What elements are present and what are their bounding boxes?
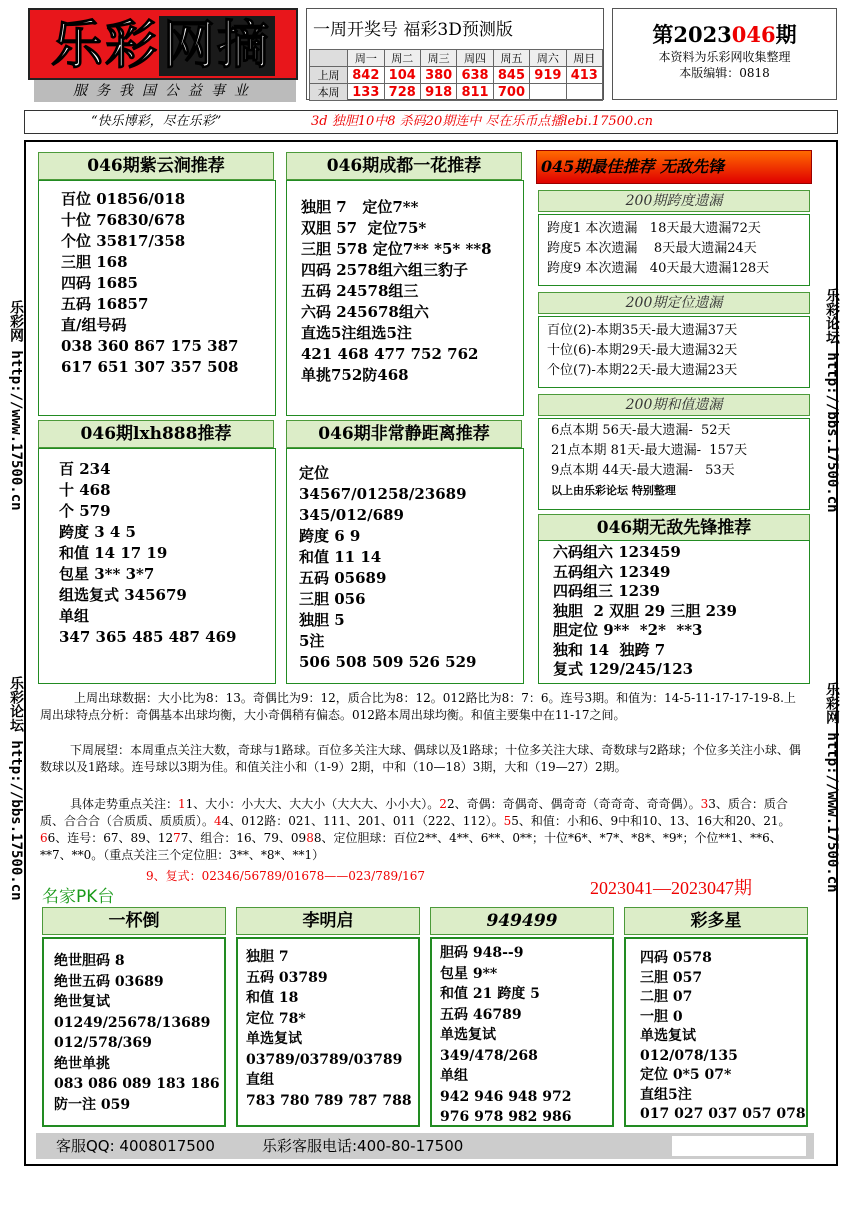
span-miss-title: 200期跨度遗漏 [538,190,810,212]
expert-body [624,937,808,1127]
analysis-outlook: 下周展望：本周重点关注大数，奇球与1路球。百位多关注大球、偶球以及1路球；十位多关注大球、奇数球与2路球；个位多关注小球、偶数球以及1路球。连号球以3期为佳。和值关注小和（1-9）2期，中和（10—18）3期，大和（19—27）2期。 [40,743,801,774]
panel-line: 三胆 056 [299,590,366,608]
draw-number: 845 [493,67,529,84]
expert-body [42,937,226,1127]
panel-line: 十位 76830/678 [61,211,186,229]
expert-line: 二胆 07 [640,989,693,1005]
panel-line: 百位 01856/018 [61,190,186,208]
expert-line: 单选复试 [640,1028,696,1044]
expert-body [236,937,420,1127]
panel-line: 个 579 [59,502,111,520]
trend-item: 8、定位胆球：百位2**、4**、6**、0**；十位*6*、*7*、*8*、*9*；个位**1、**6、**7、**0。（重点关注三个定位胆：3**、*8*、**1） [40,831,782,862]
issue-box [612,8,837,100]
sum-miss-row: 9点本期 44天-最大遗漏- 53天 [551,463,735,478]
panel-line: 五码 16857 [61,295,149,313]
day-header: 周四 [457,50,493,67]
trend-item: 7、组合：16、79、09 [180,831,307,845]
expert-line: 包星 9** [440,965,498,982]
banner [24,110,838,134]
panel-line: 百 234 [59,460,111,478]
panel-line: 独胆 5 [299,611,345,629]
panel-line: 五码组六 12349 [553,562,671,581]
expert-line: 独胆 7 [246,949,289,965]
sum-miss-row: 21点本期 81天-最大遗漏- 157天 [551,443,748,458]
panel-line: 421 468 477 752 762 [301,345,479,363]
expert-line: 单选复试 [246,1031,302,1047]
expert-line: 单组 [440,1068,468,1084]
span-miss-row: 跨度1 本次遗漏 18天最大遗漏72天 [547,221,761,236]
issue-suffix: 期 [775,22,797,47]
expert-line: 783 780 789 787 788 [246,1092,412,1109]
panel-title: 046期成都一花推荐 [286,152,522,180]
panel-line: 六码组六 123459 [553,543,681,561]
logo-text-1: 乐彩 [50,16,159,76]
side-url-right-bottom[interactable]: 乐彩网 http://www.17500.cn [824,682,840,893]
panel-line: 定位 [299,464,330,482]
expert-line: 定位 0*5 07* [640,1067,732,1083]
expert-line: 03789/03789/03789 [246,1051,403,1068]
side-url-right-top[interactable]: 乐彩论坛 http://bbs.17500.cn [824,288,840,513]
draw-number: 638 [457,67,493,84]
draw-number: 811 [457,84,493,101]
trend-item: 4、012路：021、111、201、011（222、112）。 [221,814,504,828]
panel-line: 跨度 6 9 [299,527,361,545]
draw-number: 413 [566,67,602,84]
trend-item: 3、质合：质合质、合合合（合质质、质质质）。 [40,797,788,828]
panel-body [38,448,276,684]
panel-line: 三胆 168 [61,253,128,271]
expert-line: 01249/25678/13689 [54,1014,211,1031]
panel-line: 和值 11 14 [299,548,382,566]
trend-lead: 具体走势重点关注： [70,797,179,811]
panel-line: 四码组三 1239 [553,582,660,600]
panel-line: 双胆 57 定位75* [301,219,427,237]
panel-body [286,180,524,416]
banner-ad[interactable]: 3d 独胆10中8 杀码20期连中 尽在乐币点播lebi.17500.cn [311,114,653,129]
trend-item: 2、奇偶：奇偶奇、偶奇奇（奇奇奇、奇奇偶）。 [446,797,701,811]
trend-item: 6、连号：67、89、12 [47,831,174,845]
expert-name: 949499 [430,907,614,935]
side-url-left-bottom[interactable]: 乐彩论坛 http://bbs.17500.cn [8,676,24,901]
expert-line: 绝世五码 03689 [54,973,164,990]
pos-miss-row: 个位(7)-本期22天-最大遗漏23天 [547,363,738,378]
issue-num: 046 [731,22,776,47]
pos-miss-row: 百位(2)-本期35天-最大遗漏37天 [547,323,738,338]
panel-line: 34567/01258/23689 [299,485,467,503]
panel-line: 组选复式 345679 [59,586,187,604]
panel-line: 个位 35817/358 [61,232,186,250]
panel-line: 直/组号码 [61,316,127,334]
sum-miss-note: 以上由乐彩论坛 特别整理 [551,484,676,497]
pos-miss-row: 十位(6)-本期29天-最大遗漏32天 [547,343,738,358]
panel-title: 046期lxh888推荐 [38,420,274,448]
expert-body [430,937,614,1127]
expert-line: 083 086 089 183 186 [54,1076,220,1092]
panel-line: 五码 24578组三 [301,282,419,300]
expert-line: 012/578/369 [54,1035,152,1051]
draw-number: 700 [493,84,529,101]
customer-qq: 客服QQ: 4008017500 [56,1137,215,1155]
span-miss-row: 跨度5 本次遗漏 8天最大遗漏24天 [547,241,757,256]
logo [28,8,298,80]
panel-line: 617 651 307 357 508 [61,358,239,376]
customer-phone: 乐彩客服电话:400-80-17500 [262,1137,464,1155]
weekly-draw-table [309,49,603,101]
day-header: 周三 [420,50,456,67]
panel-body [286,448,524,684]
expert-line: 942 946 948 972 [440,1088,572,1105]
draw-number: 918 [420,84,456,101]
panel-line: 六码 245678组六 [301,303,429,321]
panel-line: 三胆 578 定位7** *5* **8 [301,240,492,258]
panel-title: 046期无敌先锋推荐 [538,514,810,542]
expert-line: 防一注 059 [54,1096,131,1113]
issue-note: 本资料为乐彩网收集整理 [658,50,791,64]
day-header: 周二 [384,50,420,67]
day-header: 周五 [493,50,529,67]
analysis-trend: 具体走势重点关注：11、大小：小大大、大大小（大大大、小小大）。22、奇偶：奇偶奇、偶奇奇（奇奇奇、奇奇偶）。33、质合：质合质、合合合（合质质、质质质）。44、012路：021、111、201、011（222、112）。55、和值：小和6、9中和10、13、16大和20、21。66、连号：67、89、1277、组合：16、79、0988、定位胆球：百位2**、4**、6**、0**；十位*6*、*7*、*8*、*9*；个位**1、**6、**7、**0。（重点关注三个定位胆：3**、*8*、**1） [40,797,791,862]
expert-line: 四码 0578 [640,950,712,966]
expert-line: 012/078/135 [640,1047,738,1064]
expert-line: 直组 [246,1072,274,1088]
sum-miss-body [538,418,810,510]
sum-miss-row: 6点本期 56天-最大遗漏- 52天 [551,423,731,438]
panel-body [38,180,276,416]
trend-item: 5、和值：小和6、9中和10、13、16大和20、21。 [511,814,791,828]
panel-line: 独胆 7 定位7** [301,198,419,216]
expert-name: 李明启 [236,907,420,935]
side-url-left-top[interactable]: 乐彩网 http://www.17500.cn [8,300,24,511]
expert-line: 绝世胆码 8 [54,953,125,969]
span-miss-body [538,214,810,286]
trend-fushi: 9、复式：02346/56789/01678——023/789/167 [146,869,426,883]
panel-title: 046期非常静距离推荐 [286,420,522,448]
panel-line: 独和 14 独跨 7 [553,640,666,659]
draw-number [566,84,602,101]
row-label: 本周 [310,84,348,101]
panel-line: 和值 14 17 19 [59,544,168,562]
panel-body [538,540,810,684]
panel-line: 跨度 3 4 5 [59,523,136,541]
panel-line: 胆定位 9** *2* **3 [553,621,703,639]
day-header: 周六 [530,50,566,67]
expert-line: 一胆 0 [640,1008,683,1025]
pk-range: 2023041—2023047期 [590,878,752,898]
trend-item: 1、大小：小大大、大大小（大大大、小小大）。 [185,797,440,811]
expert-line: 349/478/268 [440,1047,538,1064]
panel-line: 单组 [59,607,90,625]
weekly-draw-box [306,8,604,100]
panel-title: 046期紫云涧推荐 [38,152,274,180]
expert-line: 胆码 948--9 [440,945,524,961]
pos-miss-body [538,316,810,388]
draw-number: 919 [530,67,566,84]
draw-number: 104 [384,67,420,84]
expert-line: 976 978 982 986 [440,1109,572,1125]
footer-blank-box [672,1136,806,1156]
panel-line: 单挑752防468 [301,366,409,384]
logo-text-2: 网摘 [159,16,275,76]
expert-line: 绝世单挑 [54,1055,110,1072]
expert-line: 定位 78* [246,1010,306,1027]
slogan: 服务我国公益事业 [34,80,296,102]
panel-line: 5注 [299,632,325,650]
day-header: 周日 [566,50,602,67]
sum-miss-title: 200期和值遗漏 [538,394,810,416]
panel-line: 十 468 [59,481,111,499]
issue-prefix: 第2023 [652,22,732,47]
expert-name: 一杯倒 [42,907,226,935]
expert-line: 017 027 037 057 078 [640,1106,806,1122]
span-miss-row: 跨度9 本次遗漏 40天最大遗漏128天 [547,261,770,276]
panel-line: 包星 3** 3*7 [59,565,155,583]
expert-line: 和值 21 跨度 5 [440,986,540,1002]
day-header: 周一 [348,50,384,67]
pos-miss-title: 200期定位遗漏 [538,292,810,314]
best-recommend-banner: 045期最佳推荐 无敌先锋 [536,150,812,184]
expert-line: 单选复试 [440,1027,496,1043]
panel-line: 五码 05689 [299,569,387,587]
draw-number: 380 [420,67,456,84]
pk-title: 名家PK台 [42,887,115,907]
expert-line: 和值 18 [246,990,299,1006]
expert-line: 直组5注 [640,1086,692,1103]
analysis-last-week: 上周出球数据：大小比为8：13。奇偶比为9：12，质合比为8：12。012路比为8：7：6。连号3期。和值为：14-5-11-17-17-19-8.上周出球特点分析：奇偶基本出球均衡，大小奇偶稍有偏态。012路本周出球均衡。和值主要集中在11-17之间。 [40,691,796,722]
panel-line: 347 365 485 487 469 [59,628,237,646]
expert-line: 三胆 057 [640,969,703,986]
draw-number: 133 [348,84,384,101]
expert-name: 彩多星 [624,907,808,935]
panel-line: 四码 1685 [61,274,138,292]
weekly-draw-title: 一周开奖号 福彩3D预测版 [313,20,513,40]
expert-line: 五码 46789 [440,1006,522,1023]
panel-line: 直选5注组选5注 [301,324,412,342]
panel-line: 345/012/689 [299,506,404,524]
panel-line: 独胆 2 双胆 29 三胆 239 [553,601,737,620]
draw-number: 728 [384,84,420,101]
panel-line: 038 360 867 175 387 [61,337,239,355]
draw-number [530,84,566,101]
expert-line: 五码 03789 [246,969,328,986]
draw-number: 842 [348,67,384,84]
panel-line: 506 508 509 526 529 [299,653,477,671]
panel-line: 四码 2578组六组三豹子 [301,261,468,279]
footer-bar [36,1133,814,1159]
issue-number [613,19,836,49]
panel-line: 复式 129/245/123 [553,660,694,678]
expert-line: 绝世复试 [54,994,110,1010]
issue-editor: 本版编辑：0818 [679,66,770,80]
row-label: 上周 [310,67,348,84]
banner-quote: “快乐博彩，尽在乐彩” [91,114,222,129]
